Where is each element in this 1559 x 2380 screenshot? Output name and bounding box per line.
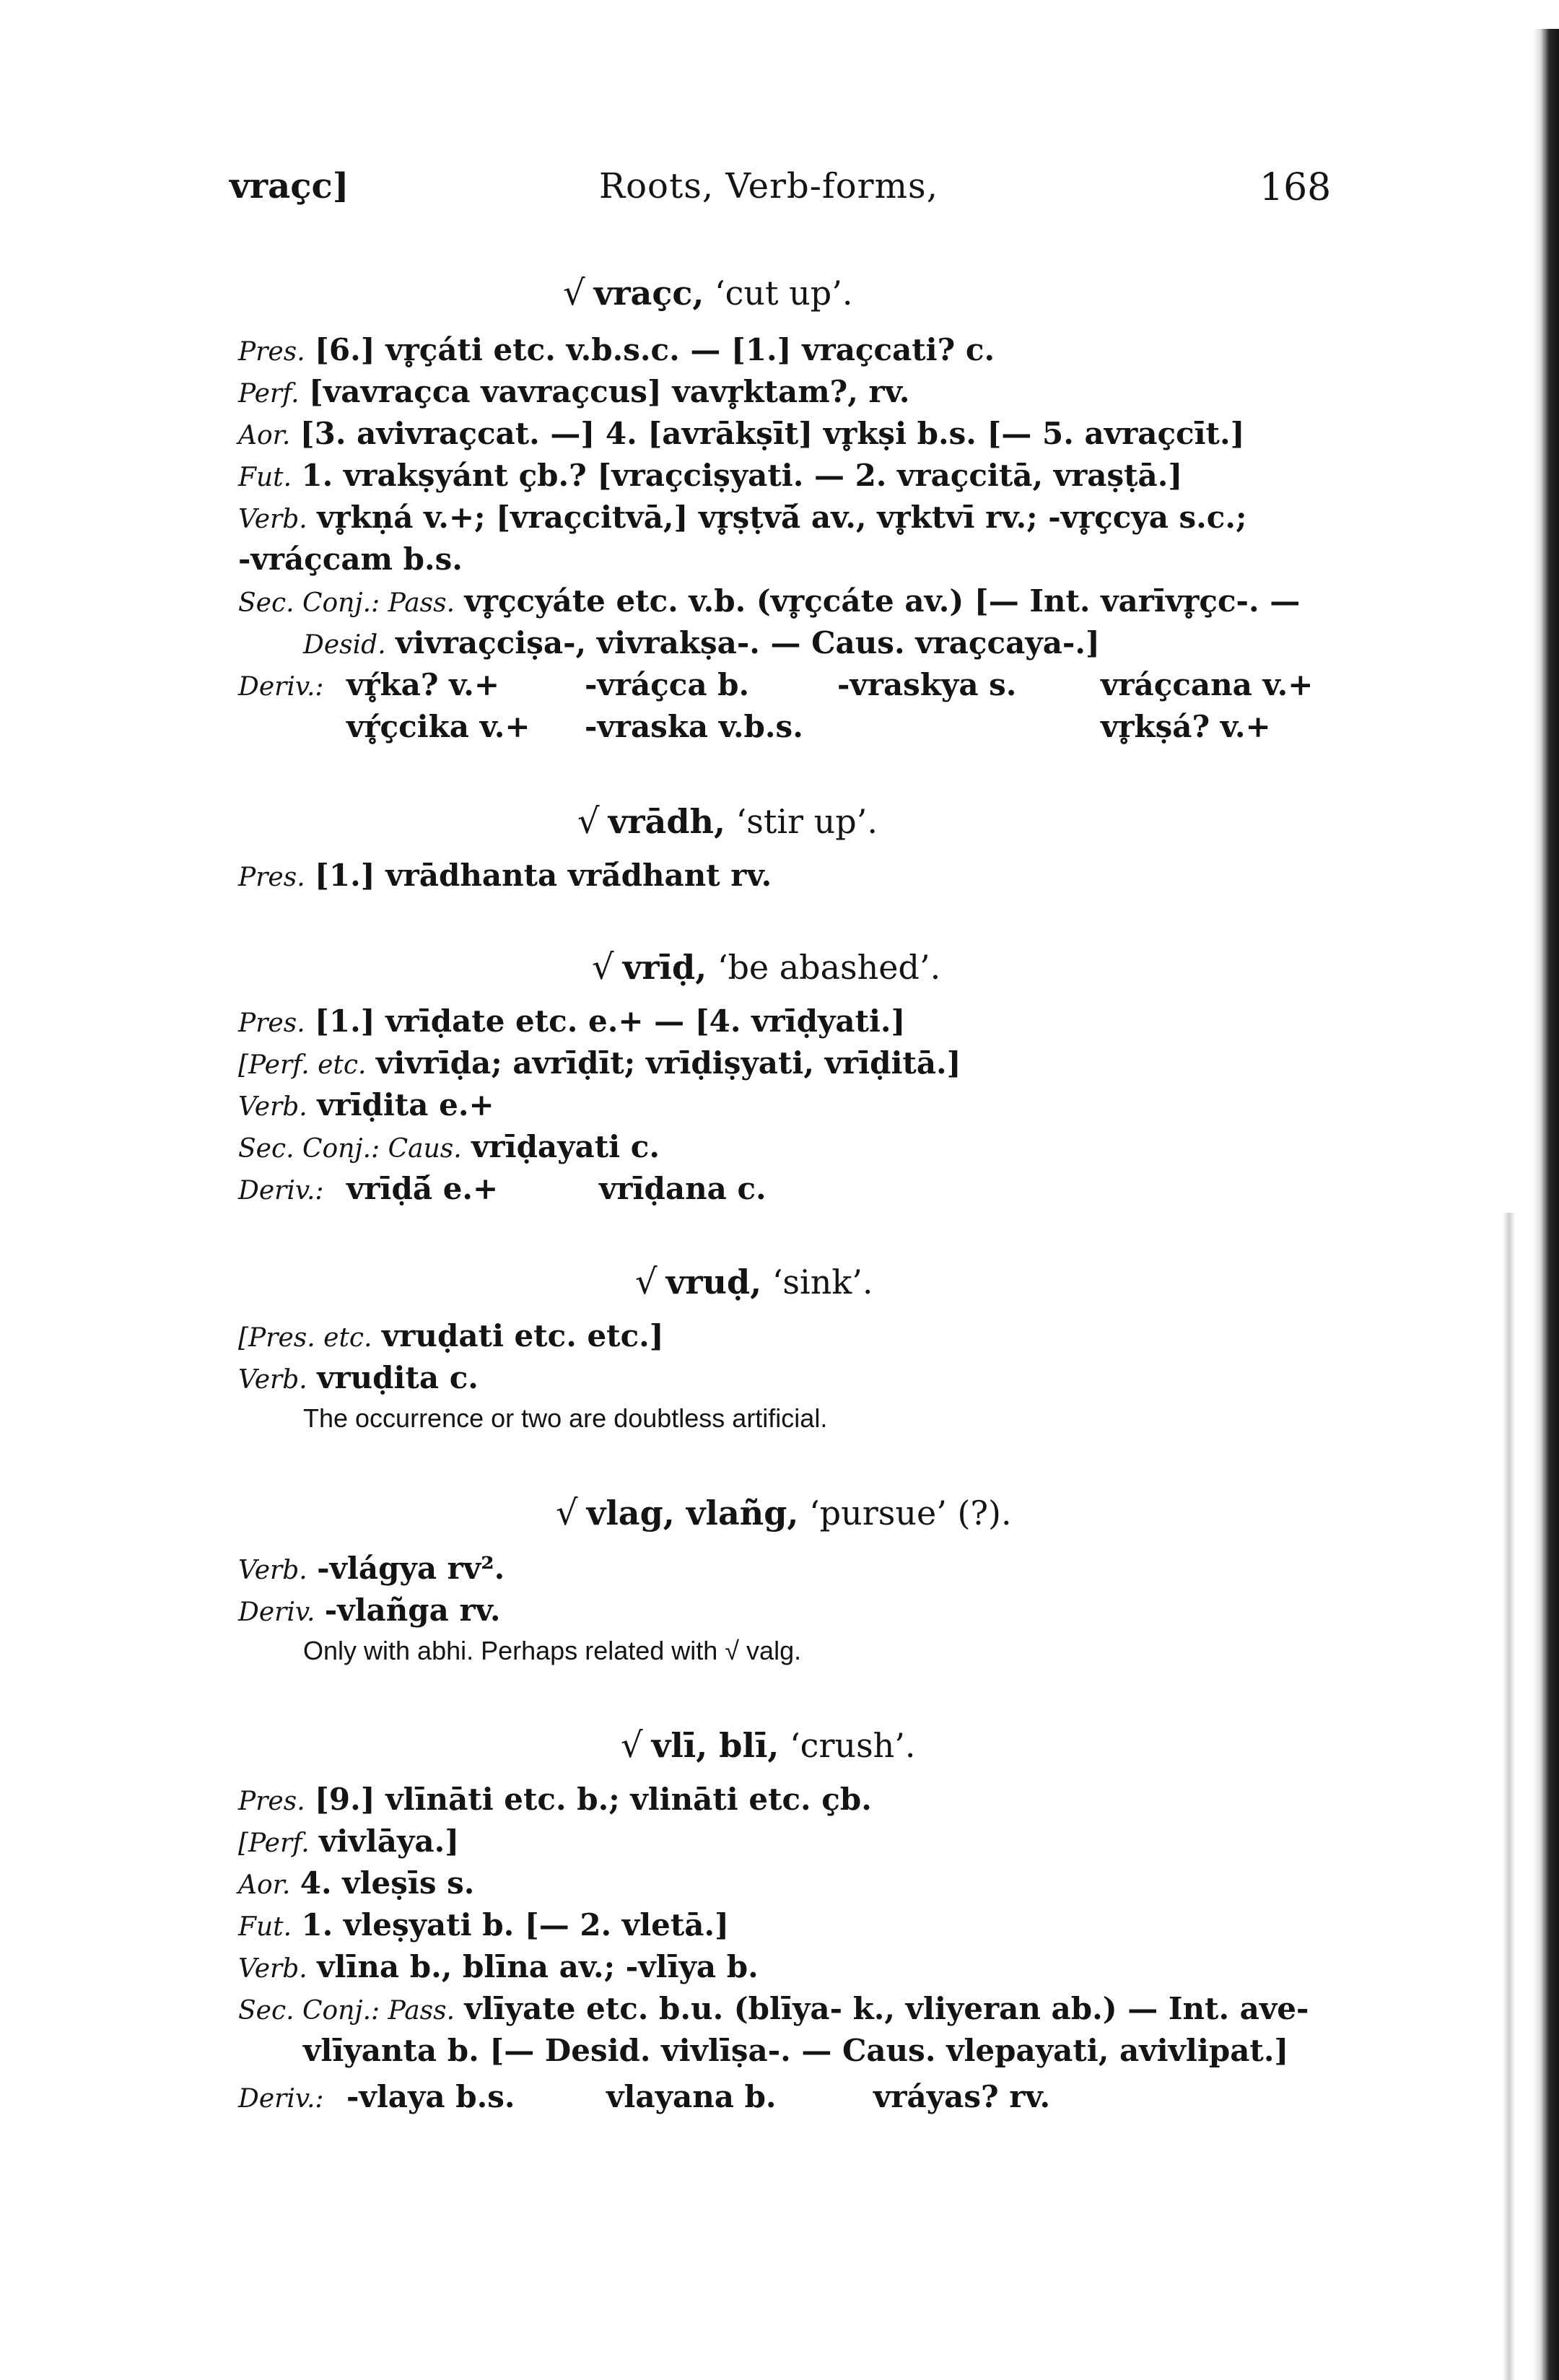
deriv-label: Deriv.:: [238, 1176, 324, 1206]
entry-title-vrud: √ vruḍ, ‘sink’.: [635, 1262, 873, 1302]
scan-edge: [1533, 29, 1559, 2380]
entry-line: Sec. Conj.: Pass. vr̥çcyáte etc. v.b. (vr̥çcáte av.) [— Int. varīvr̥çc-. —: [238, 583, 1301, 619]
entry-line: Verb. vruḍita c.: [238, 1360, 479, 1395]
root-sign-icon: √: [556, 1493, 578, 1533]
entry-line: Deriv. -vlañga rv.: [238, 1592, 501, 1628]
root-sign-icon: √: [592, 947, 614, 988]
entry-line: Pres. [1.] vrādhanta vrā́dhant rv.: [238, 858, 772, 893]
entry-line: Verb. vrīḍita e.+: [238, 1087, 494, 1123]
entry-line: Fut. 1. vleṣyati b. [— 2. vletā.]: [238, 1907, 729, 1943]
entry-note: Only with abhi. Perhaps related with √ valg.: [303, 1636, 802, 1665]
entry-note: The occurrence or two are doubtless artificial.: [303, 1403, 828, 1433]
entry-line: Aor. [3. avivraçcat. —] 4. [avrākṣīt] vr̥kṣi b.s. [— 5. avraçcīt.]: [238, 416, 1245, 451]
entry-line: Verb. vr̥kṇá v.+; [vraçcitvā,] vr̥ṣṭvā́ av., vr̥ktvī rv.; -vr̥çcya s.c.;: [238, 500, 1247, 535]
root-sign-icon: √: [635, 1262, 658, 1302]
entry-title-vracc: √ vraçc, ‘cut up’.: [563, 273, 853, 313]
entry-line: Verb. vlīna b., blīna av.; -vlīya b.: [238, 1949, 759, 1984]
deriv-item: vŕ̥ka? v.+: [346, 667, 500, 702]
deriv-item: -vraskya s.: [837, 667, 1017, 702]
entry-line: Pres. [9.] vlīnāti etc. b.; vlināti etc. çb.: [238, 1782, 872, 1817]
running-header: [0, 166, 1559, 217]
entry-line: Perf. [vavraçca vavraçcus] vavr̥ktam?, rv.: [238, 374, 910, 409]
entry-line: [Perf. etc. vivrīḍa; avrīḍīt; vrīḍiṣyati, vrīḍitā.]: [238, 1045, 961, 1081]
root-sign-icon: √: [563, 273, 585, 313]
deriv-item: vŕ̥çcika v.+: [346, 709, 530, 744]
entry-line: Verb. -vlágya rv².: [238, 1551, 505, 1586]
deriv-item: vráçcana v.+: [1101, 667, 1314, 702]
deriv-label: Deriv.:: [238, 2084, 324, 2114]
entry-line: vlīyanta b. [— Desid. vivlīṣa-. — Caus. vlepayati, avivlipat.]: [303, 2033, 1289, 2068]
deriv-item: vrīḍana c.: [599, 1171, 767, 1206]
deriv-item: -vráçca b.: [585, 667, 750, 702]
entry-line: Desid. vivraçciṣa-, vivrakṣa-. — Caus. vraçcaya-.]: [303, 625, 1100, 661]
entry-line: Pres. [6.] vr̥çáti etc. v.b.s.c. — [1.] vraçcati? c.: [238, 332, 995, 367]
root-sign-icon: √: [577, 801, 600, 842]
deriv-item: vr̥kṣá? v.+: [1101, 709, 1271, 744]
deriv-item: -vlaya b.s.: [346, 2079, 515, 2114]
header-title: Roots, Verb-forms,: [599, 166, 938, 206]
entry-title-vradh: √ vrādh, ‘stir up’.: [577, 801, 878, 842]
entry-line: Pres. [1.] vrīḍate etc. e.+ — [4. vrīḍyati.]: [238, 1003, 906, 1039]
deriv-item: vrīḍā́ e.+: [346, 1171, 499, 1206]
deriv-item: -vraska v.b.s.: [585, 709, 803, 744]
entry-line: Sec. Conj.: Pass. vlīyate etc. b.u. (blīya- k., vliyeran ab.) — Int. ave-: [238, 1991, 1309, 2026]
header-root: vraçc]: [230, 166, 349, 206]
entry-line: -vráçcam b.s.: [238, 541, 463, 577]
entry-title-vli: √ vlī, blī, ‘crush’.: [621, 1725, 916, 1766]
deriv-item: vlayana b.: [606, 2079, 777, 2114]
page-number: 168: [1259, 166, 1332, 209]
entry-title-vrid: √ vrīḍ, ‘be abashed’.: [592, 947, 941, 988]
entry-line: Aor. 4. vleṣīs s.: [238, 1865, 475, 1901]
entry-line: Fut. 1. vrakṣyánt çb.? [vraçciṣyati. — 2. vraçcitā, vraṣṭā.]: [238, 458, 1183, 493]
deriv-label: Deriv.:: [238, 672, 324, 702]
scan-edge-shadow: [1503, 1213, 1516, 2380]
root-sign-icon: √: [621, 1725, 643, 1766]
entry-line: Sec. Conj.: Caus. vrīḍayati c.: [238, 1129, 660, 1164]
entry-line: [Pres. etc. vruḍati etc. etc.]: [238, 1318, 664, 1354]
entry-title-vlag: √ vlag, vlañg, ‘pursue’ (?).: [556, 1493, 1012, 1533]
entry-line: [Perf. vivlāya.]: [238, 1823, 460, 1859]
deriv-item: vráyas? rv.: [873, 2079, 1051, 2114]
